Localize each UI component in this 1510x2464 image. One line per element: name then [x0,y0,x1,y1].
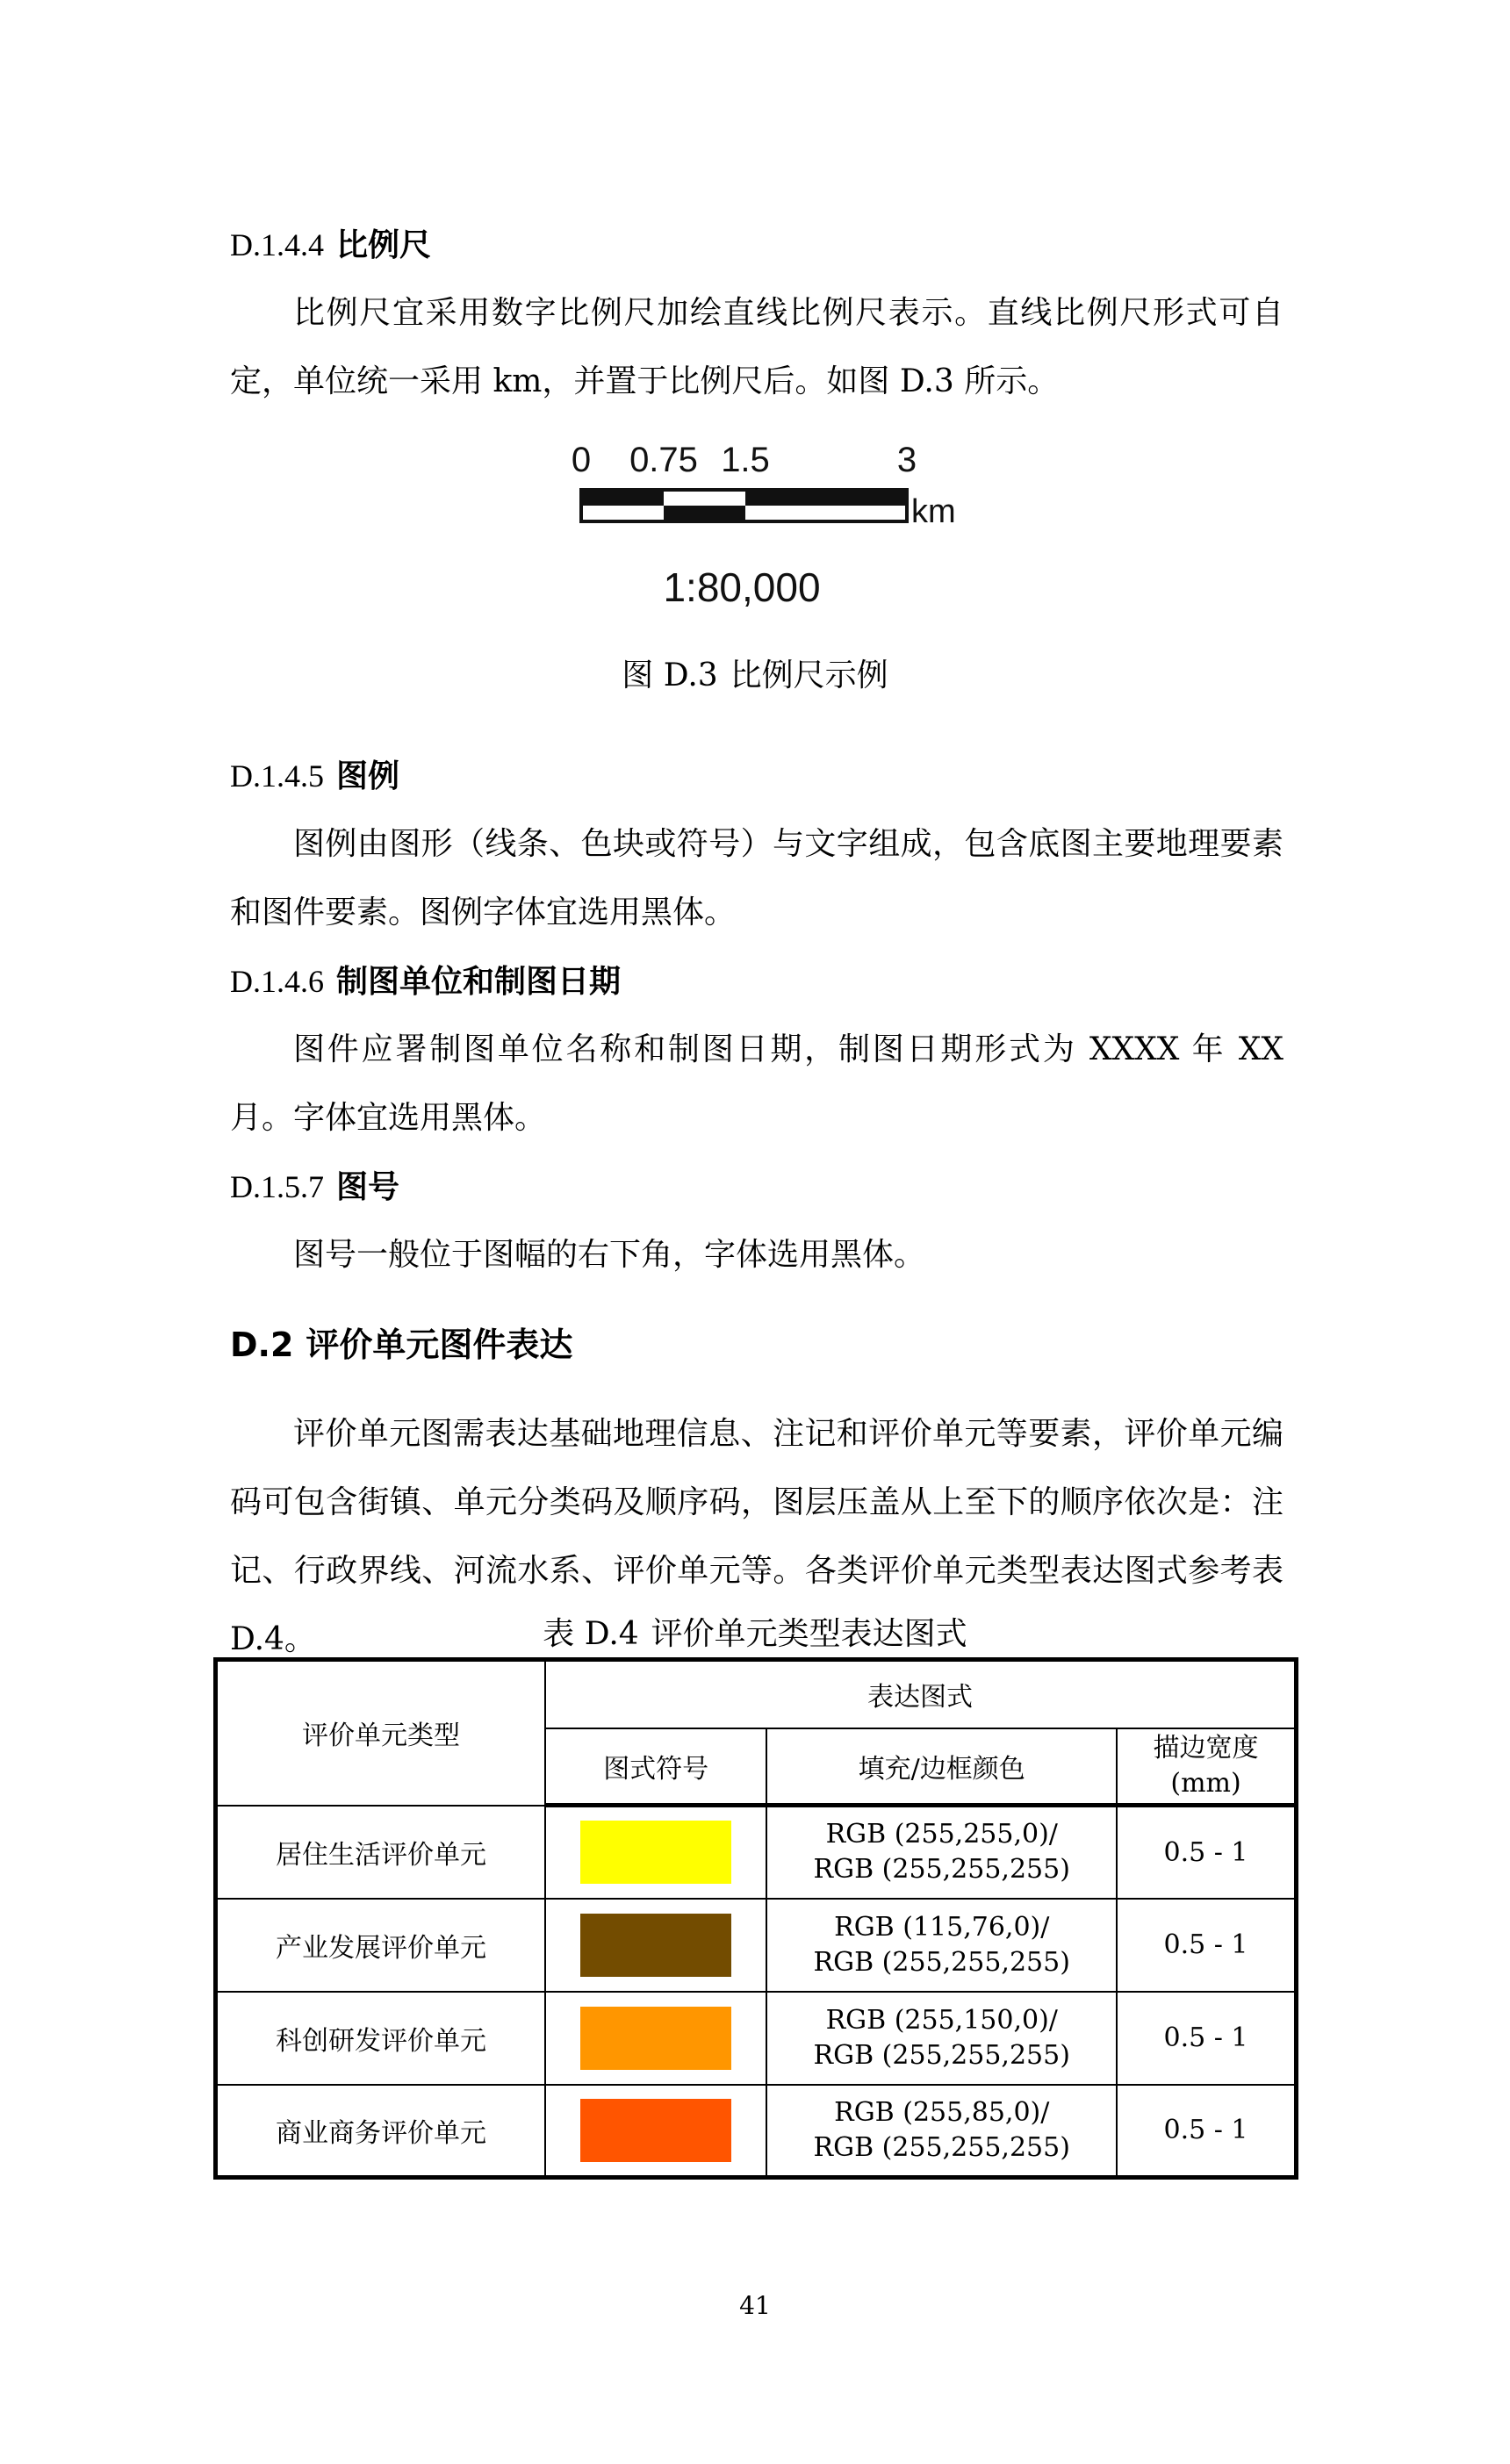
symbol-cell [545,1899,766,1992]
scale-unit: km [911,493,956,530]
table-caption [0,1615,1510,1654]
color-cell [766,1806,1117,1899]
scale-bar-figure [562,435,974,636]
header-style-group: 表达图式 [545,1660,1297,1728]
figure-caption [0,655,1510,697]
style-table [213,1657,1298,2180]
tick-label-0: 0 [571,441,592,479]
paragraph-mapping-unit-date: 图件应署制图单位名称和制图日期，制图日期形式为 XXXX 年 XX 月。字体宜选用黑体。 [230,1031,1284,1136]
symbol-cell [545,2085,766,2178]
page-number: 41 [739,2291,771,2320]
section-heading-d2 [230,1311,1284,1379]
section-number: D.1.5.7 [230,1169,324,1204]
unit-type-cell: 产业发展评价单元 [216,1899,545,1992]
fill-rgb: RGB (255,150,0)/ [825,2004,1058,2036]
figure-caption-title: 比例尺示例 [730,657,888,693]
section-heading-legend [230,742,1284,811]
scale-ratio: 1:80,000 [663,564,821,610]
section-heading-map-number [230,1153,1284,1222]
tick-label-3: 3 [896,441,917,479]
header-symbol: 图式符号 [545,1728,766,1806]
paragraph-legend: 图例由图形（线条、色块或符号）与文字组成，包含底图主要地理要素和图件要素。图例字体宜选用黑体。 [230,826,1284,930]
header-stroke-width: 描边宽度(mm) [1117,1728,1296,1806]
color-swatch [580,2099,731,2162]
fill-rgb: RGB (255,255,0)/ [825,1819,1058,1850]
header-color: 填充/边框颜色 [766,1728,1117,1806]
unit-type-cell: 商业商务评价单元 [216,2085,545,2178]
width-cell: 0.5 - 1 [1117,2085,1296,2178]
symbol-cell [545,1992,766,2085]
tick-label-0-75: 0.75 [629,441,698,479]
section-heading-scale [230,211,1284,280]
color-cell [766,2085,1117,2178]
section-number: D.1.4.6 [230,964,324,999]
color-cell [766,1899,1117,1992]
color-swatch [580,1821,731,1884]
table-caption-number: 表 D.4 [543,1616,639,1652]
section-title: 图例 [336,758,400,794]
table-row [216,1899,1297,1992]
section-title: 比例尺 [336,227,432,263]
fill-rgb: RGB (115,76,0)/ [834,1911,1050,1943]
section-number: D.1.4.4 [230,227,324,262]
section-number: D.2 [230,1325,294,1364]
color-cell [766,1992,1117,2085]
header-unit-type: 评价单元类型 [216,1660,545,1806]
paragraph-map-number: 图号一般位于图幅的右下角，字体选用黑体。 [293,1237,926,1273]
width-cell: 0.5 - 1 [1117,1992,1296,2085]
section-number: D.1.4.5 [230,758,324,794]
table-row [216,2085,1297,2178]
figure-caption-number: 图 D.3 [622,657,718,693]
border-rgb: RGB (255,255,255) [813,2131,1070,2163]
border-rgb: RGB (255,255,255) [813,1946,1070,1978]
color-swatch [580,1914,731,1977]
width-cell: 0.5 - 1 [1117,1899,1296,1992]
symbol-cell [545,1806,766,1899]
section-heading-mapping-unit-date [230,947,1284,1016]
table-row [216,1992,1297,2085]
unit-type-cell: 科创研发评价单元 [216,1992,545,2085]
paragraph-evaluation-unit: 评价单元图需表达基础地理信息、注记和评价单元等要素，评价单元编码可包含街镇、单元分类码及顺序码，图层压盖从上至下的顺序依次是：注记、行政界线、河流水系、评价单元等。各类评价单元类型表达图式参考表 D.4。 [230,1416,1284,1657]
scale-bar-graphic [581,490,907,521]
section-title: 图号 [336,1169,400,1205]
table-row [216,1806,1297,1899]
width-cell: 0.5 - 1 [1117,1806,1296,1899]
fill-rgb: RGB (255,85,0)/ [834,2096,1050,2128]
table-caption-title: 评价单元类型表达图式 [651,1616,967,1652]
paragraph-scale: 比例尺宜采用数字比例尺加绘直线比例尺表示。直线比例尺形式可自定，单位统一采用 km，并置于比例尺后。如图 D.3 所示。 [230,295,1284,399]
unit-type-cell: 居住生活评价单元 [216,1806,545,1899]
section-title: 评价单元图件表达 [306,1325,573,1364]
border-rgb: RGB (255,255,255) [813,2039,1070,2071]
color-swatch [580,2007,731,2070]
tick-label-1-5: 1.5 [721,441,770,479]
section-title: 制图单位和制图日期 [336,964,622,1000]
border-rgb: RGB (255,255,255) [813,1854,1070,1886]
